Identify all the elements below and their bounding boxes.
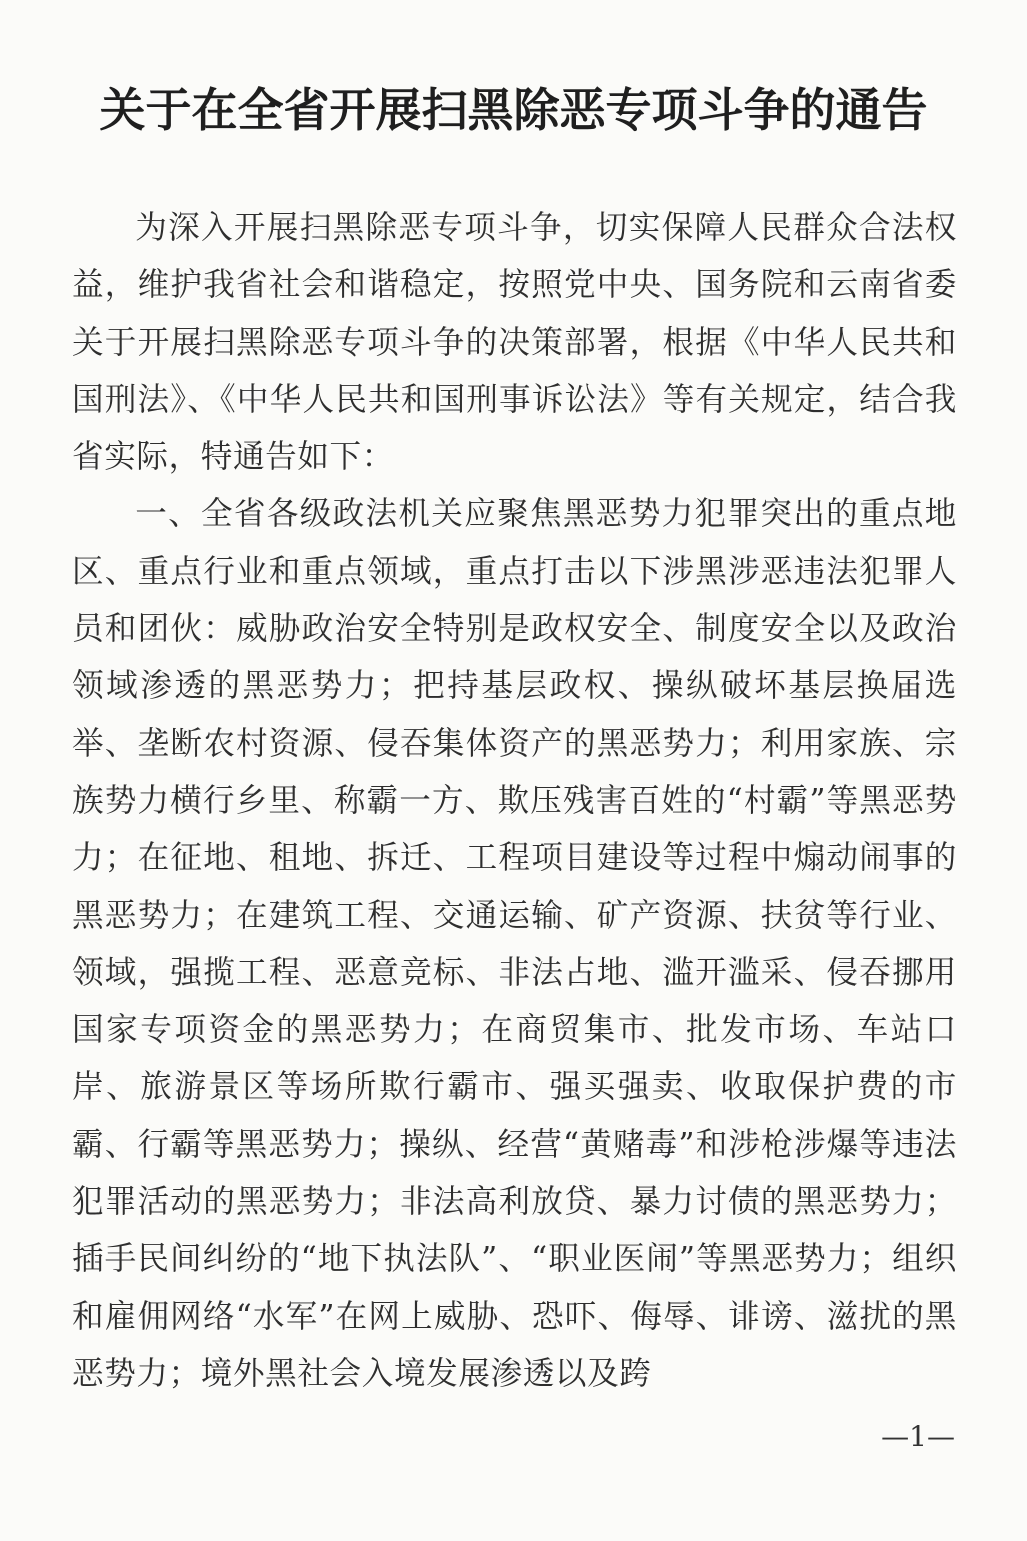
document-title: 关于在全省开展扫黑除恶专项斗争的通告 — [99, 83, 928, 137]
paragraph-one: 一、全省各级政法机关应聚焦黑恶势力犯罪突出的重点地区、重点行业和重点领域，重点打击以下涉黑涉恶违法犯罪人员和团伙：威胁政治安全特别是政权安全、制度安全以及政治领域渗透的黑恶势力；把持基层政权、操纵破坏基层换届选举、垄断农村资源、侵吞集体资产的黑恶势力；利用家族、宗族势力横行乡里、称霸一方、欺压残害百姓的“村霸”等黑恶势力；在征地、租地、拆迁、工程项目建设等过程中煽动闹事的黑恶势力；在建筑工程、交通运输、矿产资源、扶贫等行业、领域，强揽工程、恶意竞标、非法占地、滥开滥采、侵吞挪用国家专项资金的黑恶势力；在商贸集市、批发市场、车站口岸、旅游景区等场所欺行霸市、强买强卖、收取保护费的市霸、行霸等黑恶势力；操纵、经营“黄赌毒”和涉枪涉爆等违法犯罪活动的黑恶势力；非法高利放贷、暴力讨债的黑恶势力；插手民间纠纷的“地下执法队”、“职业医闹”等黑恶势力；组织和雇佣网络“水军”在网上威胁、恐吓、侮辱、诽谤、滋扰的黑恶势力；境外黑社会入境发展渗透以及跨 — [72, 496, 957, 1392]
page-number: —1— — [881, 1420, 955, 1453]
document-body — [72, 200, 957, 1403]
paragraph-intro: 为深入开展扫黑除恶专项斗争，切实保障人民群众合法权益，维护我省社会和谐稳定，按照党中央、国务院和云南省委关于开展扫黑除恶专项斗争的决策部署，根据《中华人民共和国刑法》、《中华人民共和国刑事诉讼法》等有关规定，结合我省实际，特通告如下： — [72, 210, 957, 476]
